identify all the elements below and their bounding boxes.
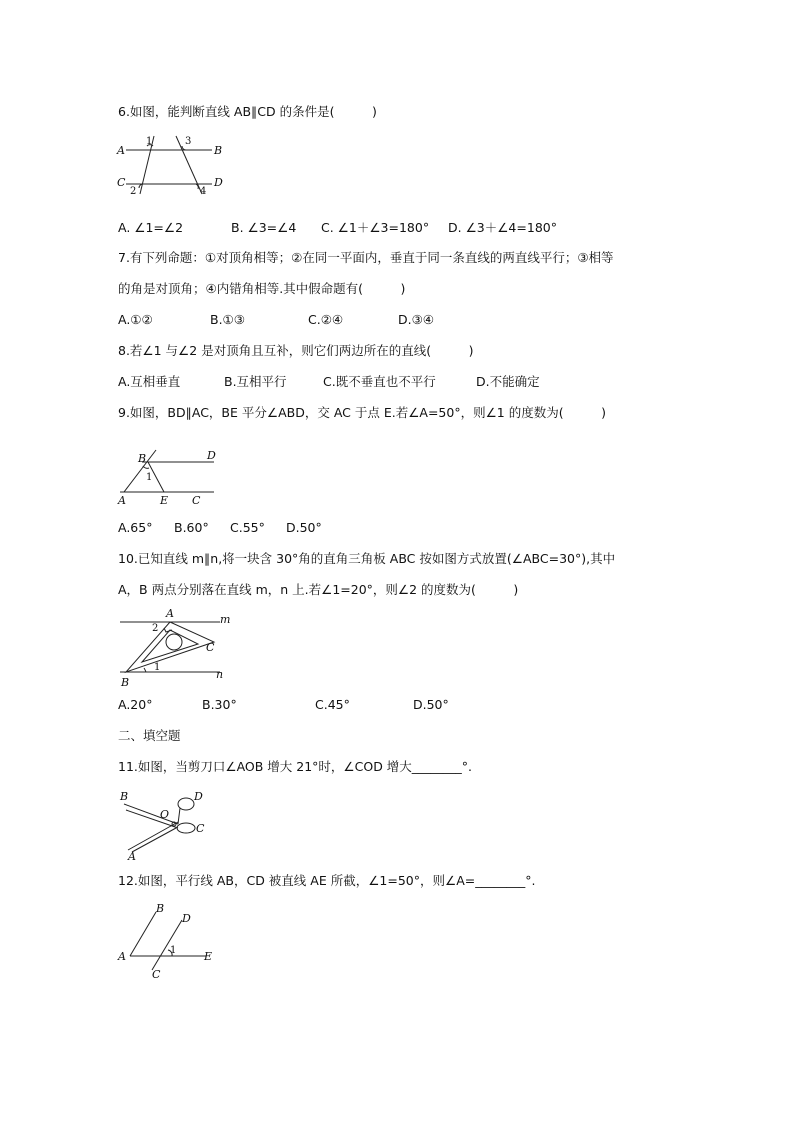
q6-option-b[interactable]: B. ∠3=∠4	[231, 220, 297, 235]
q6-label-A: A	[117, 144, 125, 157]
q6-label-C: C	[117, 176, 126, 189]
q12-label-1: 1	[170, 945, 177, 956]
q12-figure	[116, 898, 226, 981]
q10-option-b[interactable]: B.30°	[202, 697, 237, 712]
q10-label-m: m	[220, 613, 231, 626]
q8-option-a[interactable]: A.互相垂直	[118, 374, 181, 389]
q12-label-B: B	[156, 902, 165, 915]
q11-label-C: C	[196, 822, 205, 835]
q11-label-O: O	[160, 808, 170, 821]
q9-label-B: B	[138, 452, 147, 465]
q7-stem-line2: 的角是对顶角；④内错角相等.其中假命题有( )	[118, 281, 406, 296]
q10-stem-line1: 10.已知直线 m∥n,将一块含 30°角的直角三角板 ABC 按如图方式放置(∠ABC=30°),其中	[118, 551, 616, 566]
q6-option-d[interactable]: D. ∠3＋∠4=180°	[448, 220, 557, 235]
q9-label-A: A	[118, 494, 126, 507]
q9-option-d[interactable]: D.50°	[286, 520, 322, 535]
q6-figure	[116, 134, 226, 197]
q6-label-2: 2	[130, 186, 137, 197]
q11-label-A: A	[128, 850, 136, 863]
q12-label-C: C	[152, 968, 161, 981]
q8-option-b[interactable]: B.互相平行	[224, 374, 287, 389]
q9-label-E: E	[160, 494, 169, 507]
q12-label-A: A	[118, 950, 126, 963]
q9-label-D: D	[207, 449, 216, 462]
q10-label-2: 2	[152, 623, 159, 634]
q11-figure	[116, 788, 216, 863]
q9-figure	[116, 446, 226, 508]
q8-option-c[interactable]: C.既不垂直也不平行	[323, 374, 436, 389]
q9-label-C: C	[192, 494, 201, 507]
q9-option-c[interactable]: C.55°	[230, 520, 265, 535]
q8-option-d[interactable]: D.不能确定	[476, 374, 540, 389]
q6-label-B: B	[214, 144, 223, 157]
q7-stem-line1: 7.有下列命题：①对顶角相等；②在同一平面内，垂直于同一条直线的两直线平行；③相等	[118, 250, 614, 265]
q12-stem: 12.如图，平行线 AB，CD 被直线 AE 所截，∠1=50°，则∠A=________°.	[118, 873, 536, 888]
q11-stem: 11.如图，当剪刀口∠AOB 增大 21°时，∠COD 增大________°.	[118, 759, 473, 774]
section-title-fill-in: 二、填空题	[118, 728, 181, 743]
q10-label-A: A	[166, 607, 174, 620]
q6-stem: 6.如图，能判断直线 AB∥CD 的条件是( )	[118, 104, 377, 119]
q6-label-3: 3	[185, 136, 192, 147]
q10-stem-line2: A，B 两点分别落在直线 m，n 上.若∠1=20°，则∠2 的度数为( )	[118, 582, 519, 597]
q7-option-d[interactable]: D.③④	[398, 312, 435, 327]
q7-option-c[interactable]: C.②④	[308, 312, 344, 327]
q11-label-B: B	[120, 790, 129, 803]
q12-label-D: D	[182, 912, 191, 925]
q7-option-a[interactable]: A.①②	[118, 312, 153, 327]
q11-label-D: D	[194, 790, 203, 803]
q10-option-c[interactable]: C.45°	[315, 697, 350, 712]
q10-label-1: 1	[154, 662, 161, 673]
q10-option-a[interactable]: A.20°	[118, 697, 153, 712]
q6-option-a[interactable]: A. ∠1=∠2	[118, 220, 184, 235]
q10-label-B: B	[121, 676, 130, 689]
q9-option-b[interactable]: B.60°	[174, 520, 209, 535]
q10-figure	[116, 606, 236, 688]
q12-label-E: E	[204, 950, 213, 963]
q9-option-a[interactable]: A.65°	[118, 520, 153, 535]
q6-label-D: D	[214, 176, 223, 189]
q9-stem: 9.如图，BD∥AC，BE 平分∠ABD，交 AC 于点 E.若∠A=50°，则∠1 的度数为( )	[118, 405, 606, 420]
q10-label-n: n	[216, 668, 224, 681]
q6-label-1: 1	[146, 136, 153, 147]
q6-label-4: 4	[200, 186, 207, 197]
q8-stem: 8.若∠1 与∠2 是对顶角且互补，则它们两边所在的直线( )	[118, 343, 474, 358]
q9-label-1: 1	[146, 472, 153, 483]
q7-option-b[interactable]: B.①③	[210, 312, 245, 327]
q6-option-c[interactable]: C. ∠1＋∠3=180°	[321, 220, 430, 235]
q10-label-C: C	[206, 641, 215, 654]
q10-option-d[interactable]: D.50°	[413, 697, 449, 712]
